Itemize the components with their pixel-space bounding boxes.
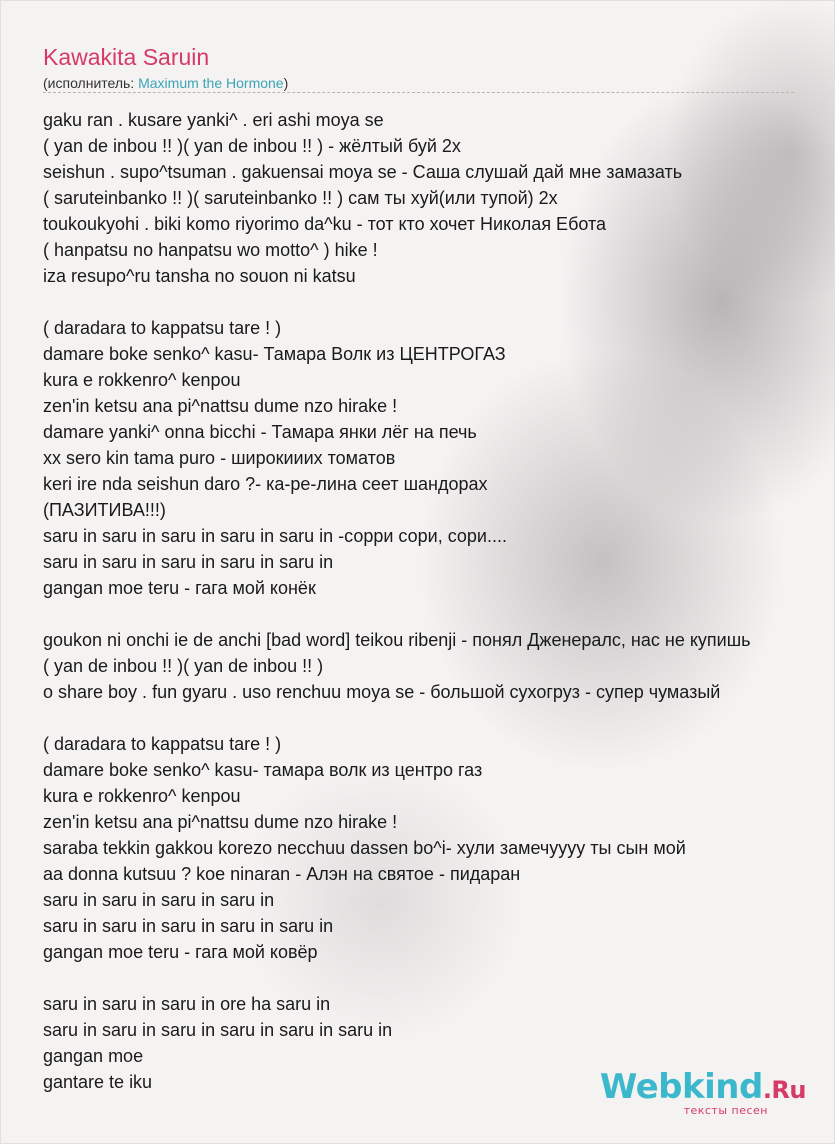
artist-link[interactable]: Maximum the Hormone [138, 75, 284, 91]
lyric-line: zen'in ketsu ana pi^nattsu dume nzo hirake ! [43, 812, 398, 832]
lyric-line: kura e rokkenro^ kenpou [43, 786, 241, 806]
logo-wordmark [600, 1069, 806, 1108]
song-title: Kawakita Saruin [43, 44, 210, 70]
lyric-line: ( yan de inbou !! )( yan de inbou !! ) [43, 656, 324, 676]
lyric-line [43, 601, 833, 627]
lyric-line: damare boke senko^ kasu- Тамара Волк из ЦЕНТРОГАЗ [43, 344, 506, 364]
artist-line [43, 74, 794, 92]
lyric-line: zen'in ketsu ana pi^nattsu dume nzo hirake ! [43, 396, 398, 416]
logo-tld: .Ru [762, 1076, 806, 1104]
header-divider [43, 92, 794, 93]
lyric-line: gaku ran . kusare yanki^ . eri ashi moya se [43, 110, 384, 130]
lyric-line: seishun . supo^tsuman . gakuensai moya se - Саша слушай дай мне замазать [43, 162, 683, 182]
lyric-line [43, 289, 833, 315]
logo-name: Webkind [599, 1067, 763, 1107]
song-header [43, 43, 794, 92]
lyric-line: ( daradara to kappatsu tare ! ) [43, 734, 282, 754]
lyric-line: aa donna kutsuu ? koe ninaran - Алэн на святое - пидаран [43, 864, 521, 884]
lyric-line [43, 965, 833, 991]
lyric-line: saru in saru in saru in saru in saru in [43, 916, 334, 936]
lyric-line: (ПАЗИТИВА!!!) [43, 500, 166, 520]
lyric-line: o share boy . fun gyaru . uso renchuu moya se - большой сухогруз - супер чумазый [43, 682, 721, 702]
lyric-line: kura e rokkenro^ kenpou [43, 370, 241, 390]
lyric-line: toukoukyohi . biki komo riyorimo da^ku - тот кто хочет Николая Ебота [43, 214, 607, 234]
artist-suffix: ) [283, 75, 289, 91]
lyric-line: goukon ni onchi ie de anchi [bad word] teikou ribenji - понял Дженералс, нас не купишь [43, 630, 751, 650]
lyric-line: keri ire nda seishun daro ?- ка-ре-лина сеет шандорах [43, 474, 488, 494]
lyric-line: gantare te iku [43, 1072, 153, 1092]
lyric-line: ( hanpatsu no hanpatsu wo motto^ ) hike ! [43, 240, 378, 260]
lyric-line: saraba tekkin gakkou korezo necchuu dassen bo^i- хули замечуууу ты сын мой [43, 838, 686, 858]
lyric-line: ( saruteinbanko !! )( saruteinbanko !! ) сам ты хуй(или тупой) 2х [43, 188, 558, 208]
lyric-line: saru in saru in saru in saru in saru in -сорри сори, сори.... [43, 526, 507, 546]
lyric-line: iza resupo^ru tansha no souon ni katsu [43, 266, 356, 286]
lyric-line: ( daradara to kappatsu tare ! ) [43, 318, 282, 338]
logo-tagline: тексты песен [683, 1104, 768, 1117]
lyrics-body [43, 107, 833, 1095]
lyric-line: saru in saru in saru in saru in [43, 890, 275, 910]
lyric-line: saru in saru in saru in saru in saru in [43, 552, 334, 572]
lyric-line: damare boke senko^ kasu- тамара волк из центро газ [43, 760, 483, 780]
artist-prefix: (исполнитель: [43, 75, 139, 91]
lyric-line: xx sero kin tama puro - широкииих томатов [43, 448, 396, 468]
lyric-line: saru in saru in saru in ore ha saru in [43, 994, 331, 1014]
lyric-line [43, 705, 833, 731]
lyric-line: saru in saru in saru in saru in saru in saru in [43, 1020, 393, 1040]
site-logo[interactable] [600, 1069, 806, 1117]
lyric-line: gangan moe teru - гага мой ковёр [43, 942, 318, 962]
lyric-line: gangan moe [43, 1046, 144, 1066]
lyric-line: damare yanki^ onna bicchi - Тамара янки лёг на печь [43, 422, 477, 442]
lyric-line: ( yan de inbou !! )( yan de inbou !! ) - жёлтый буй 2х [43, 136, 461, 156]
lyric-line: gangan moe teru - гага мой конёк [43, 578, 316, 598]
